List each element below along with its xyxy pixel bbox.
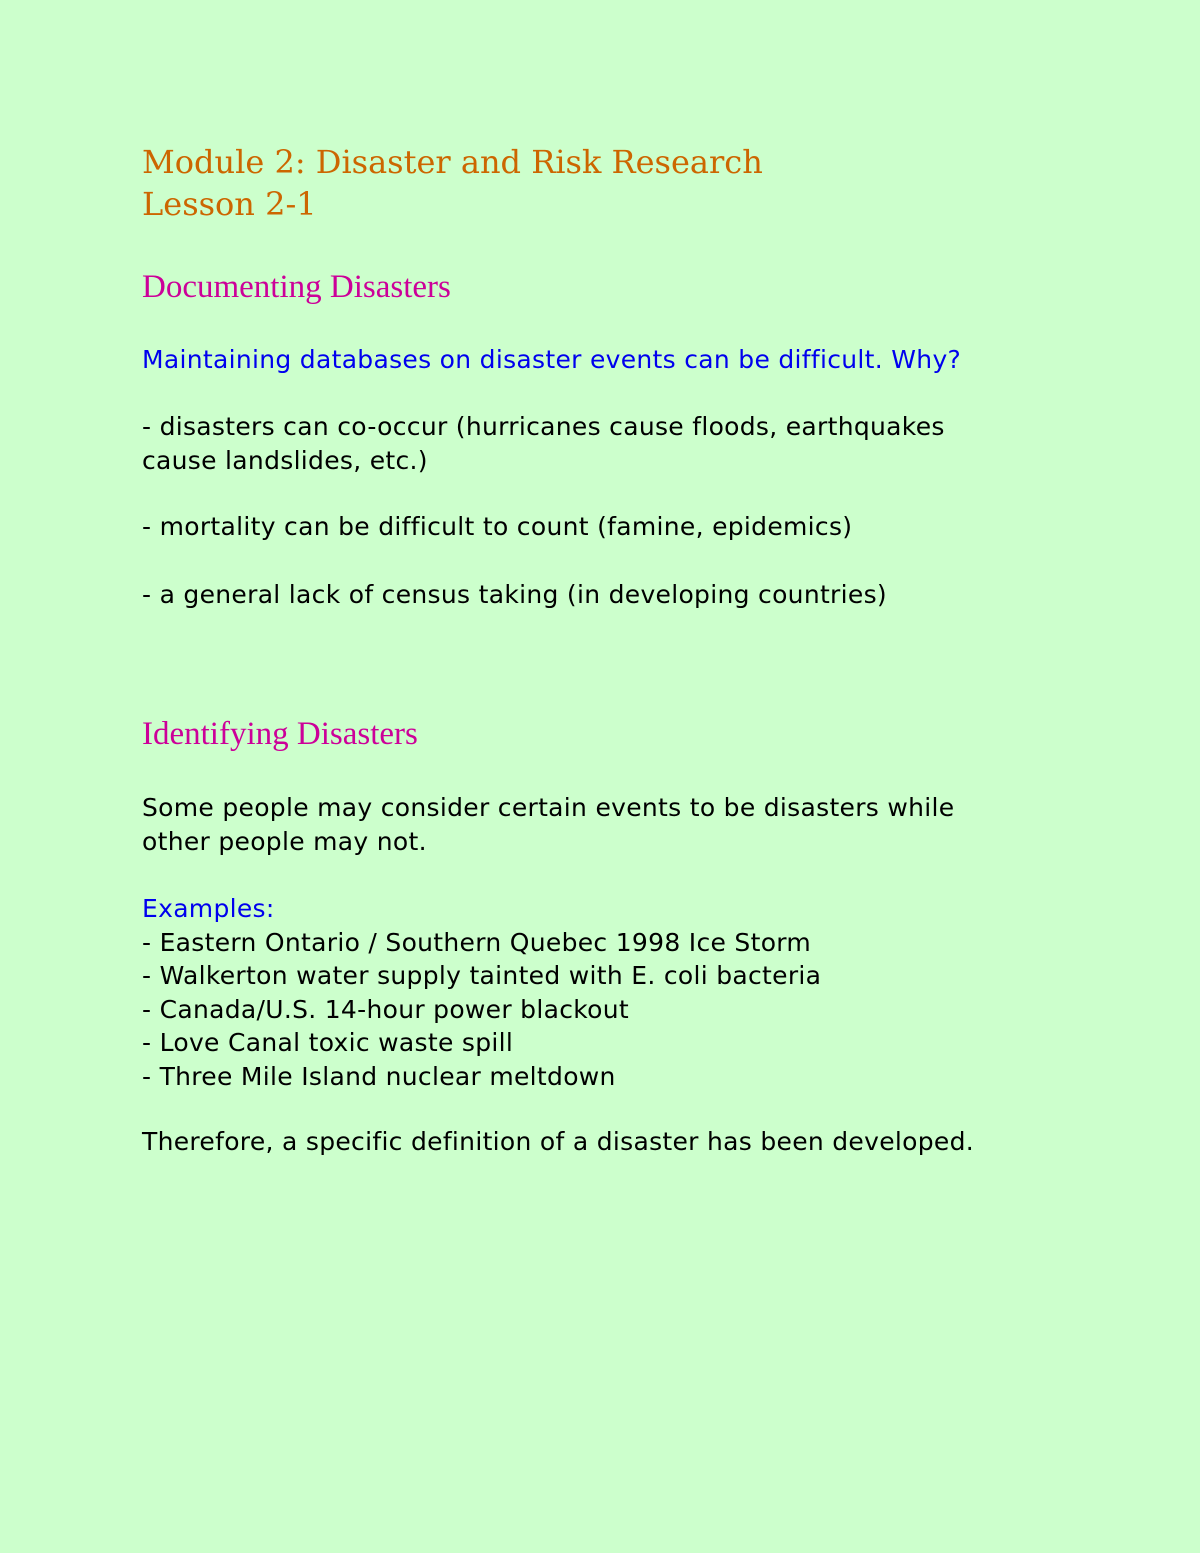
conclusion-text: Therefore, a specific definition of a disaster has been developed. bbox=[142, 1127, 974, 1156]
section-heading-identifying: Identifying Disasters bbox=[142, 716, 418, 752]
examples-label: Examples: bbox=[142, 894, 275, 923]
list-item-line: cause landslides, etc.) bbox=[142, 445, 428, 475]
list-item-line: - mortality can be difficult to count (famine, epidemics) bbox=[142, 512, 853, 541]
list-item bbox=[142, 410, 945, 477]
example-item: - Walkerton water supply tainted with E. coli bacteria bbox=[142, 961, 822, 990]
lesson-title: Lesson 2-1 bbox=[142, 185, 317, 223]
example-item: - Three Mile Island nuclear meltdown bbox=[142, 1061, 616, 1091]
example-item: - Eastern Ontario / Southern Quebec 1998 Ice Storm bbox=[142, 927, 812, 957]
list-item-line: - disasters can co-occur (hurricanes cause floods, earthquakes bbox=[142, 412, 945, 441]
intro-line: Some people may consider certain events to be disasters while bbox=[142, 793, 955, 822]
section-question: Maintaining databases on disaster events can be difficult. Why? bbox=[142, 345, 962, 374]
section-heading-documenting: Documenting Disasters bbox=[142, 269, 451, 305]
example-item: - Love Canal toxic waste spill bbox=[142, 1028, 514, 1057]
examples-block bbox=[142, 892, 821, 1093]
intro-line: other people may not. bbox=[142, 826, 427, 856]
list-item bbox=[142, 578, 887, 612]
list-item bbox=[142, 510, 852, 544]
list-item-line: - a general lack of census taking (in developing countries) bbox=[142, 580, 887, 609]
example-item: - Canada/U.S. 14-hour power blackout bbox=[142, 994, 629, 1024]
module-title: Module 2: Disaster and Risk Research bbox=[142, 143, 763, 181]
section-intro bbox=[142, 791, 954, 858]
